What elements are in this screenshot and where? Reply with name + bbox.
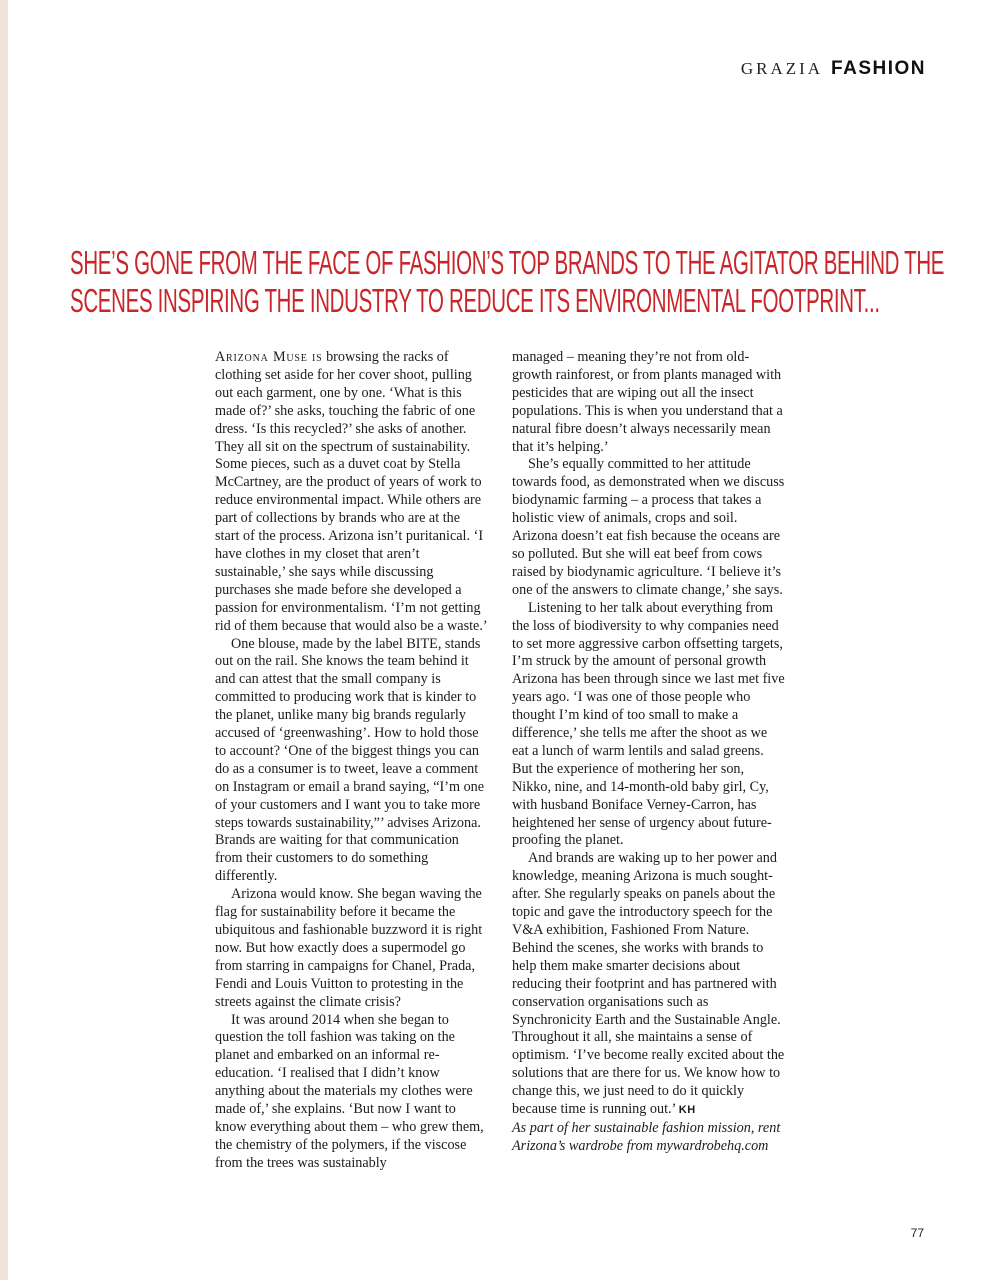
lead-in: Arizona Muse is xyxy=(215,349,323,365)
author-signoff: KH xyxy=(678,1104,696,1117)
paragraph-text: browsing the racks of clothing set aside for her cover shoot, pulling out each garment, one by one. ‘What is this made of?’ she asks, touching the fabric of one dress. ‘Is this recycled?’ she asks of another. They all sit on the spectrum of sustainability. Some pieces, such as a duvet coat by Stella McCartney, are the product of years of work to reduce environmental impact. While others are part of collections by brands who are at the start of the process. Arizona isn’t puritanical. ‘I have clothes in my closet that aren’t sustainable,’ she says while discussing purchases she made before she developed a passion for environmentalism. ‘I’m not getting rid of them because that would also be a waste.’ xyxy=(215,349,488,634)
paragraph: Arizona would know. She began waving the flag for sustainability before it became the ubiquitous and fashionable buzzword it is right now. But how exactly does a supermodel go from starring in campaigns for Chanel, Prada, Fendi and Louis Vuitton to protesting in the streets against the climate crisis? xyxy=(215,886,483,1010)
paragraph xyxy=(215,349,488,636)
headline-line-1: SHE’S GONE FROM THE FACE OF FASHION’S TOP BRANDS TO THE AGITATOR BEHIND THE xyxy=(70,244,945,281)
paragraph: One blouse, made by the label BITE, stands out on the rail. She knows the team behind it and can attest that the small company is committed to producing work that is kinder to the planet, unlike many big brands regularly accused of ‘greenwashing’. How to hold those to account? ‘One of the biggest things you can do as a consumer is to tweet, leave a comment on Instagram or email a brand saying, “I’m one of your customers and I want you to take more steps towards sustainability,”’ advises Arizona. Brands are waiting for that communication from their customers to do something differently. xyxy=(215,635,485,885)
wardrobe-credit: As part of her sustainable fashion mission, rent Arizona’s wardrobe from mywardrobehq.com xyxy=(512,1119,781,1154)
magazine-brand: GRAZIA xyxy=(740,59,824,78)
page-number: 77 xyxy=(910,1226,924,1240)
article-headline xyxy=(70,244,945,320)
paragraph: Listening to her talk about everything from the loss of biodiversity to why companies need to set more aggressive carbon offsetting targets, I’m struck by the amount of personal growth Arizona has been through since we last met five years ago. ‘I was one of those people who thought I’m kind of too small to make a difference,’ she tells me after the shoot as we eat a lunch of warm lentils and salad greens. But the experience of mothering her son, Nikko, nine, and 14-month-old baby girl, Cy, with husband Boniface Verney-Carron, has heightened her sense of urgency about future-proofing the planet. xyxy=(512,599,785,849)
paragraph xyxy=(512,850,785,1120)
magazine-header xyxy=(741,58,926,80)
article-column-1 xyxy=(215,349,488,1209)
article-body xyxy=(215,349,785,1209)
section-label: FASHION xyxy=(831,58,926,79)
paragraph-text: And brands are waking up to her power and knowledge, meaning Arizona is much sought-after. She regularly speaks on panels about the topic and gave the introductory speech for the V&A exhibition, Fashioned From Nature. Behind the scenes, she works with brands to help them make smarter decisions about reducing their footprint and has partnered with conservation organisations such as Synchronicity Earth and the Sustainable Angle. Throughout it all, she maintains a sense of optimism. ‘I’ve become really excited about the solutions that are there for us. We know how to change this, we just need to do it quickly because time is running out.’ xyxy=(512,850,785,1118)
paragraph: She’s equally committed to her attitude towards food, as demonstrated when we discuss biodynamic farming – a process that takes a holistic view of animals, crops and soil. Arizona doesn’t eat fish because the oceans are so polluted. But she will eat beef from cows raised by biodynamic agriculture. ‘I believe it’s one of the answers to climate change,’ she says. xyxy=(512,456,785,598)
paragraph: managed – meaning they’re not from old-growth rainforest, or from plants managed with pesticides that are wiping out all the insect populations. This is when you understand that a natural fibre doesn’t always necessarily mean that it’s helping.’ xyxy=(512,349,783,455)
page-edge-strip xyxy=(0,0,8,1280)
article-column-2 xyxy=(512,349,785,1209)
paragraph: It was around 2014 when she began to question the toll fashion was taking on the planet and embarked on an informal re-education. ‘I realised that I didn’t know anything about the materials my clothes were made of,’ she explains. ‘But now I want to know everything about them – who grew them, the chemistry of the polymers, if the viscose from the trees was sustainably xyxy=(215,1011,484,1171)
headline-line-2: SCENES INSPIRING THE INDUSTRY TO REDUCE ITS ENVIRONMENTAL FOOTPRINT... xyxy=(70,282,880,319)
